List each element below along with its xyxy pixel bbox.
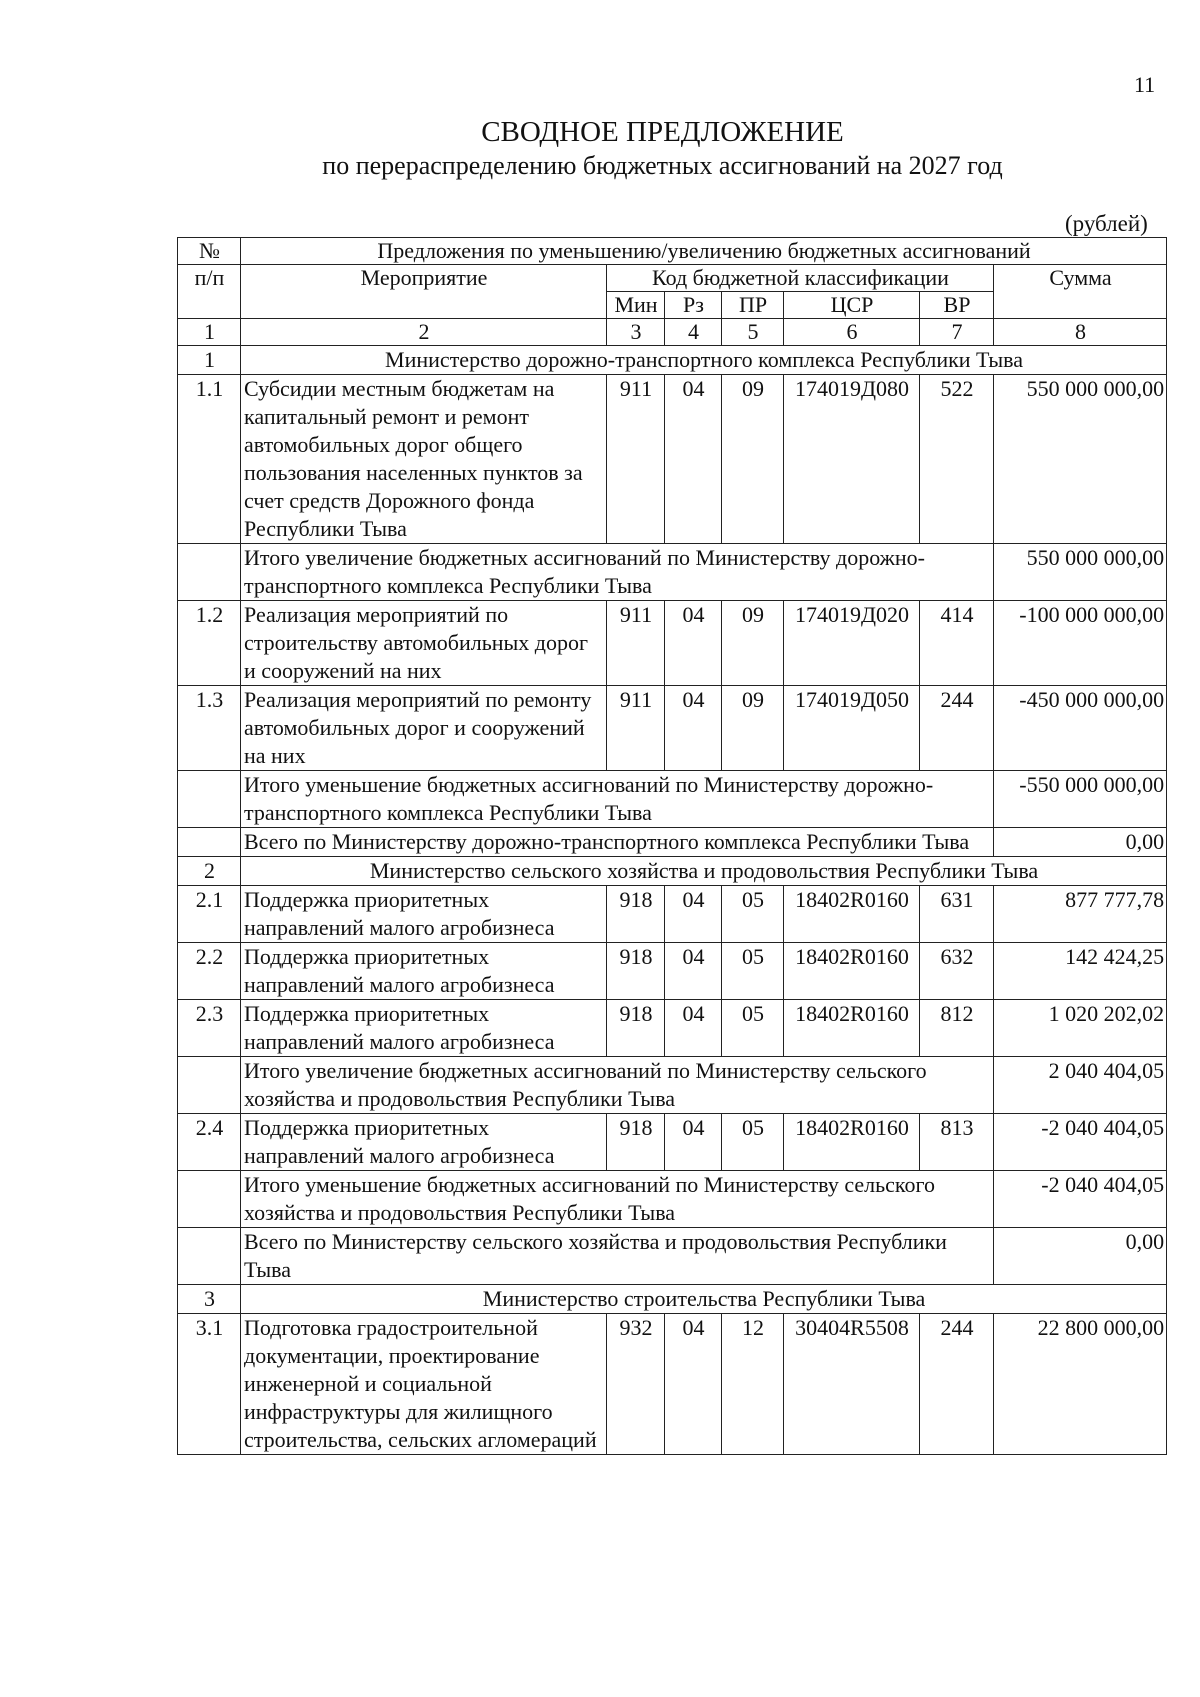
row-number: 1.3 [178, 686, 241, 771]
col-number: 1 [178, 319, 241, 346]
total-label: Всего по Министерству сельского хозяйства и продовольствия Республики Тыва [241, 1228, 994, 1285]
table-row [178, 943, 1167, 1000]
section-row [178, 1285, 1167, 1314]
table-row [178, 1314, 1167, 1455]
total-sum: -550 000 000,00 [994, 771, 1167, 828]
total-number-cell [178, 544, 241, 601]
col-number: 6 [784, 319, 920, 346]
col-number: 3 [607, 319, 665, 346]
row-csr: 18402R0160 [784, 886, 920, 943]
total-row [178, 828, 1167, 857]
row-event: Реализация мероприятий по ремонту автомобильных дорог и сооружений на них [241, 686, 607, 771]
table-row [178, 886, 1167, 943]
row-event: Подготовка градостроительной документации, проектирование инженерной и социальной инфраструктуры для жилищного строительства, сельских агломераций [241, 1314, 607, 1455]
row-min: 932 [607, 1314, 665, 1455]
total-label: Итого увеличение бюджетных ассигнований по Министерству дорожно-транспортного комплекса Республики Тыва [241, 544, 994, 601]
header-csr: ЦСР [784, 292, 920, 319]
total-label: Итого увеличение бюджетных ассигнований по Министерству сельского хозяйства и продовольствия Республики Тыва [241, 1057, 994, 1114]
header-pr: ПР [722, 292, 784, 319]
total-row [178, 544, 1167, 601]
total-sum: 550 000 000,00 [994, 544, 1167, 601]
header-code: Код бюджетной классификации [607, 265, 994, 292]
row-pr: 09 [722, 375, 784, 544]
row-min: 918 [607, 886, 665, 943]
section-name: Министерство сельского хозяйства и продовольствия Республики Тыва [241, 857, 1167, 886]
header-row-2 [178, 265, 1167, 292]
column-numbers-row [178, 319, 1167, 346]
row-rz: 04 [665, 1000, 722, 1057]
row-pr: 09 [722, 601, 784, 686]
row-rz: 04 [665, 1114, 722, 1171]
row-csr: 18402R0160 [784, 1114, 920, 1171]
row-number: 2.1 [178, 886, 241, 943]
row-csr: 18402R0160 [784, 943, 920, 1000]
row-sum: 142 424,25 [994, 943, 1167, 1000]
table-row [178, 601, 1167, 686]
header-num2: п/п [178, 265, 241, 319]
row-sum: 22 800 000,00 [994, 1314, 1167, 1455]
header-min: Мин [607, 292, 665, 319]
row-vr: 631 [920, 886, 994, 943]
col-number: 8 [994, 319, 1167, 346]
row-pr: 12 [722, 1314, 784, 1455]
row-vr: 414 [920, 601, 994, 686]
row-sum: 1 020 202,02 [994, 1000, 1167, 1057]
header-row-1 [178, 238, 1167, 265]
budget-table [177, 237, 1167, 1455]
row-sum: 877 777,78 [994, 886, 1167, 943]
row-event: Поддержка приоритетных направлений малого агробизнеса [241, 1114, 607, 1171]
row-csr: 174019Д020 [784, 601, 920, 686]
total-row [178, 1228, 1167, 1285]
row-number: 3.1 [178, 1314, 241, 1455]
col-number: 4 [665, 319, 722, 346]
row-min: 918 [607, 1114, 665, 1171]
table-row [178, 686, 1167, 771]
total-number-cell [178, 1228, 241, 1285]
header-sum: Сумма [994, 265, 1167, 319]
row-number: 1.1 [178, 375, 241, 544]
row-pr: 05 [722, 1114, 784, 1171]
col-number: 2 [241, 319, 607, 346]
header-rz: Рз [665, 292, 722, 319]
section-number: 3 [178, 1285, 241, 1314]
page-number: 11 [1134, 72, 1156, 97]
row-rz: 04 [665, 375, 722, 544]
row-csr: 30404R5508 [784, 1314, 920, 1455]
total-sum: -2 040 404,05 [994, 1171, 1167, 1228]
row-rz: 04 [665, 943, 722, 1000]
table-row [178, 1000, 1167, 1057]
header-vr: ВР [920, 292, 994, 319]
row-number: 2.3 [178, 1000, 241, 1057]
section-number: 2 [178, 857, 241, 886]
row-event: Поддержка приоритетных направлений малого агробизнеса [241, 886, 607, 943]
row-rz: 04 [665, 886, 722, 943]
row-vr: 244 [920, 1314, 994, 1455]
row-rz: 04 [665, 686, 722, 771]
row-pr: 05 [722, 1000, 784, 1057]
row-vr: 632 [920, 943, 994, 1000]
col-number: 7 [920, 319, 994, 346]
total-number-cell [178, 1057, 241, 1114]
row-pr: 05 [722, 886, 784, 943]
total-sum: 2 040 404,05 [994, 1057, 1167, 1114]
row-pr: 05 [722, 943, 784, 1000]
section-name: Министерство строительства Республики Тыва [241, 1285, 1167, 1314]
row-event: Поддержка приоритетных направлений малого агробизнеса [241, 943, 607, 1000]
table-row [178, 375, 1167, 544]
header-proposals: Предложения по уменьшению/увеличению бюджетных ассигнований [241, 238, 1167, 265]
units-label: (рублей) [1065, 211, 1148, 236]
header-num: № [178, 238, 241, 265]
total-number-cell [178, 828, 241, 857]
row-vr: 522 [920, 375, 994, 544]
row-number: 2.4 [178, 1114, 241, 1171]
row-sum: 550 000 000,00 [994, 375, 1167, 544]
section-name: Министерство дорожно-транспортного комплекса Республики Тыва [241, 346, 1167, 375]
section-row [178, 857, 1167, 886]
total-number-cell [178, 1171, 241, 1228]
table-row [178, 1114, 1167, 1171]
section-number: 1 [178, 346, 241, 375]
section-row [178, 346, 1167, 375]
row-event: Поддержка приоритетных направлений малого агробизнеса [241, 1000, 607, 1057]
row-event: Субсидии местным бюджетам на капитальный ремонт и ремонт автомобильных дорог общего пользования населенных пунктов за счет средств Дорожного фонда Республики Тыва [241, 375, 607, 544]
row-vr: 812 [920, 1000, 994, 1057]
row-sum: -100 000 000,00 [994, 601, 1167, 686]
row-rz: 04 [665, 1314, 722, 1455]
row-pr: 09 [722, 686, 784, 771]
total-sum: 0,00 [994, 1228, 1167, 1285]
row-sum: -2 040 404,05 [994, 1114, 1167, 1171]
row-min: 911 [607, 601, 665, 686]
total-label: Итого уменьшение бюджетных ассигнований по Министерству дорожно-транспортного комплекса Республики Тыва [241, 771, 994, 828]
total-label: Всего по Министерству дорожно-транспортного комплекса Республики Тыва [241, 828, 994, 857]
total-number-cell [178, 771, 241, 828]
row-min: 911 [607, 686, 665, 771]
row-sum: -450 000 000,00 [994, 686, 1167, 771]
row-min: 918 [607, 943, 665, 1000]
row-csr: 174019Д050 [784, 686, 920, 771]
row-vr: 244 [920, 686, 994, 771]
total-label: Итого уменьшение бюджетных ассигнований по Министерству сельского хозяйства и продовольствия Республики Тыва [241, 1171, 994, 1228]
row-number: 1.2 [178, 601, 241, 686]
row-csr: 174019Д080 [784, 375, 920, 544]
total-row [178, 1057, 1167, 1114]
total-row [178, 1171, 1167, 1228]
row-min: 918 [607, 1000, 665, 1057]
total-row [178, 771, 1167, 828]
row-vr: 813 [920, 1114, 994, 1171]
document-subtitle: по перераспределению бюджетных ассигнований на 2027 год [322, 151, 1003, 180]
row-csr: 18402R0160 [784, 1000, 920, 1057]
col-number: 5 [722, 319, 784, 346]
row-number: 2.2 [178, 943, 241, 1000]
row-rz: 04 [665, 601, 722, 686]
row-event: Реализация мероприятий по строительству автомобильных дорог и сооружений на них [241, 601, 607, 686]
document-title: СВОДНОЕ ПРЕДЛОЖЕНИЕ [481, 116, 844, 148]
total-sum: 0,00 [994, 828, 1167, 857]
header-event: Мероприятие [241, 265, 607, 319]
row-min: 911 [607, 375, 665, 544]
